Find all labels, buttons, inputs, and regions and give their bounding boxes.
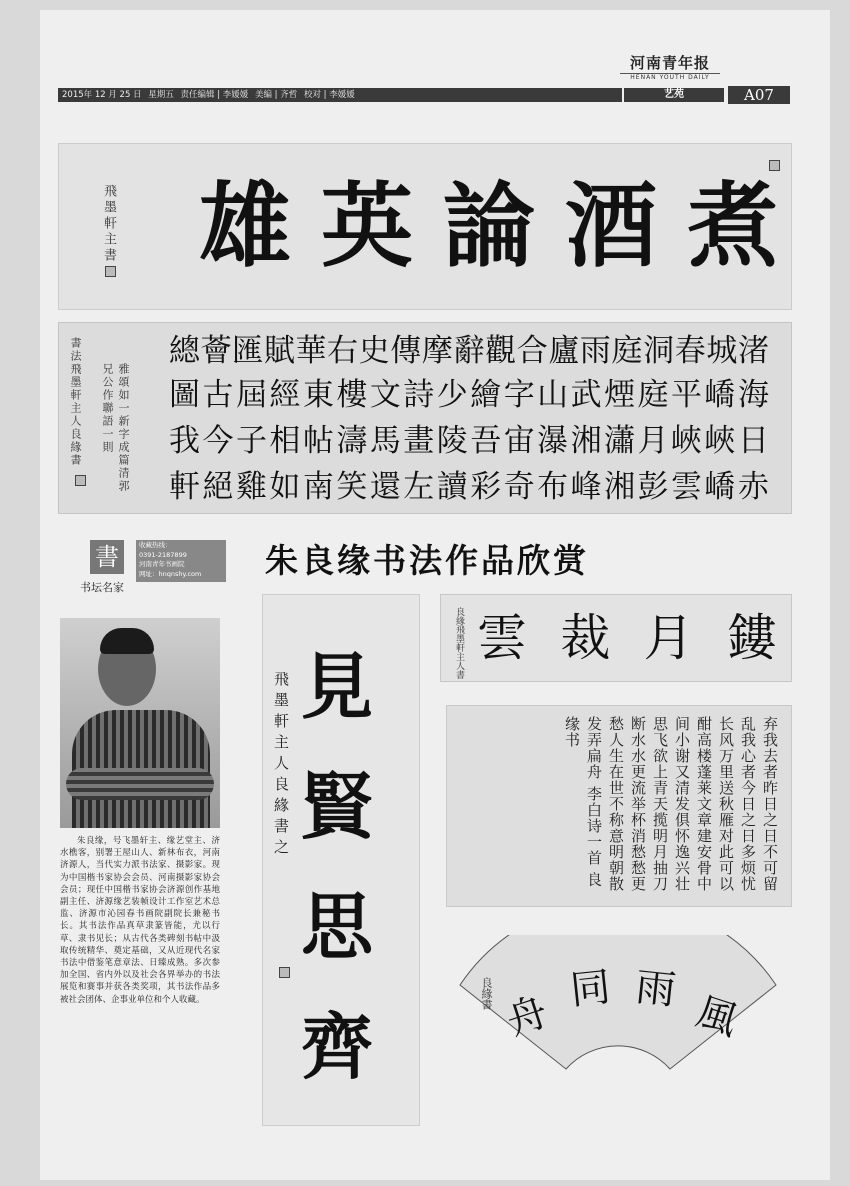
cursive-poem: 弃我去者昨日之日不可留乱我心者今日之日多烦忧长风万里送秋雁对此可以酣高楼蓬莱文章建安骨中间小谢又清发俱怀逸兴壮思飞欲上青天揽明月抽刀断水水更流举杯消愁愁更愁人生在世不称意明朝散发弄扁舟 李白诗一首 良缘书 <box>563 716 779 892</box>
clerical-char: 左 <box>403 469 435 505</box>
seal-script-work <box>440 594 792 682</box>
masthead <box>620 52 720 81</box>
vertical-scroll-text <box>301 631 373 1103</box>
clerical-char: 合 <box>516 333 548 369</box>
scroll-char: 雨 <box>633 964 678 1014</box>
cursive-work <box>446 705 792 907</box>
clerical-char: 彩 <box>470 469 502 505</box>
clerical-row <box>169 331 769 371</box>
clerical-row <box>169 375 769 415</box>
contact-org: 河南青年书画院 <box>139 560 185 568</box>
clerical-char: 字 <box>503 377 535 413</box>
clerical-char: 赤 <box>737 469 769 505</box>
scroll-char: 酒 <box>564 172 657 280</box>
scroll-char: 思 <box>301 884 374 969</box>
clerical-char: 宙 <box>503 423 535 459</box>
seal-stamp <box>279 967 290 978</box>
clerical-char: 瀑 <box>537 423 569 459</box>
seal-script-text <box>477 601 777 675</box>
scroll-char: 月 <box>643 609 694 667</box>
clerical-char: 圖 <box>169 377 200 413</box>
clerical-char: 笑 <box>336 469 368 505</box>
fan-inscription: 良緣書 <box>480 977 493 1010</box>
seal-stamp <box>105 266 116 277</box>
scroll-char: 論 <box>442 172 535 280</box>
clerical-inscription: 雅頌如一新字成篇清郭兄公作聯語一則 <box>101 363 130 493</box>
scroll-char: 英 <box>320 172 413 280</box>
clerical-char: 辭 <box>453 333 485 369</box>
clerical-char: 我 <box>169 423 200 459</box>
clerical-char: 薈 <box>200 333 232 369</box>
horizontal-scroll-inscription: 飛墨軒主書 <box>101 184 116 264</box>
photo-arms <box>66 768 214 800</box>
scroll-char: 同 <box>568 964 613 1014</box>
clerical-char: 山 <box>537 377 569 413</box>
clerical-script-work <box>58 322 792 514</box>
clerical-char: 詩 <box>403 377 435 413</box>
clerical-char: 庭 <box>611 333 643 369</box>
clerical-char: 湘 <box>604 469 636 505</box>
clerical-char: 畫 <box>403 423 435 459</box>
clerical-char: 城 <box>706 333 738 369</box>
author-photo <box>60 618 220 828</box>
feature-title: 朱良缘书法作品欣赏 <box>265 541 589 580</box>
clerical-char: 峽 <box>704 423 736 459</box>
clerical-char: 渚 <box>737 333 769 369</box>
clerical-char: 平 <box>671 377 703 413</box>
clerical-char: 嶠 <box>704 469 736 505</box>
info-bar <box>58 88 622 102</box>
contact-label: 收藏热线： <box>139 541 172 549</box>
clerical-row <box>169 421 769 461</box>
clerical-inscription: 書法飛墨軒主人良緣書 <box>69 337 82 467</box>
masthead-name-en: HENAN YOUTH DAILY <box>620 73 720 81</box>
clerical-char: 嶠 <box>704 377 736 413</box>
column-logo: 書 <box>90 540 124 574</box>
clerical-char: 讀 <box>436 469 468 505</box>
clerical-char: 經 <box>269 377 301 413</box>
contact-phone: 0391-2187899 <box>139 550 187 559</box>
scroll-char: 鏤 <box>726 609 777 667</box>
clerical-char: 彭 <box>637 469 669 505</box>
clerical-char: 古 <box>202 377 234 413</box>
seal-stamp <box>769 160 780 171</box>
horizontal-scroll-text <box>199 156 779 296</box>
clerical-char: 觀 <box>485 333 517 369</box>
clerical-char: 庭 <box>637 377 669 413</box>
clerical-char: 月 <box>637 423 669 459</box>
clerical-char: 武 <box>570 377 602 413</box>
scroll-char: 雲 <box>477 609 527 667</box>
clerical-char: 軒 <box>169 469 200 505</box>
clerical-char: 瀟 <box>604 423 636 459</box>
editor-credit: 责任编辑 | 李媛媛 <box>180 90 249 100</box>
clerical-char: 南 <box>302 469 334 505</box>
seal-stamp <box>75 475 86 486</box>
clerical-char: 春 <box>674 333 706 369</box>
clerical-char: 峰 <box>570 469 602 505</box>
clerical-char: 湘 <box>570 423 602 459</box>
clerical-char: 奇 <box>503 469 535 505</box>
clerical-char: 繪 <box>470 377 502 413</box>
column-logo-caption: 书坛名家 <box>80 581 124 594</box>
proofreader-credit: 校对 | 李媛媛 <box>303 90 355 100</box>
scroll-char: 煮 <box>686 172 779 280</box>
clerical-char: 今 <box>202 423 234 459</box>
clerical-char: 洞 <box>643 333 675 369</box>
clerical-char: 東 <box>302 377 334 413</box>
clerical-char: 少 <box>436 377 468 413</box>
clerical-char: 煙 <box>604 377 636 413</box>
clerical-char: 雨 <box>579 333 611 369</box>
clerical-char: 吾 <box>470 423 502 459</box>
fan-work <box>458 935 778 1070</box>
clerical-char: 陵 <box>436 423 468 459</box>
vertical-scroll <box>262 594 420 1126</box>
scroll-char: 舟 <box>500 988 554 1045</box>
vertical-scroll-inscription: 飛墨軒主人良緣書之 <box>272 671 290 860</box>
clerical-char: 雲 <box>671 469 703 505</box>
clerical-char: 匯 <box>232 333 264 369</box>
masthead-name: 河南青年报 <box>629 54 710 72</box>
art-editor-credit: 美编 | 齐哲 <box>254 90 298 100</box>
issue-date: 2015年 12 月 25 日 <box>62 90 142 100</box>
clerical-char: 雞 <box>235 469 267 505</box>
section-name: 艺苑 <box>624 88 724 102</box>
clerical-char: 總 <box>169 333 200 369</box>
photo-hair <box>100 628 154 654</box>
clerical-char: 馬 <box>369 423 401 459</box>
clerical-char: 濤 <box>336 423 368 459</box>
clerical-char: 屆 <box>235 377 267 413</box>
clerical-char: 文 <box>369 377 401 413</box>
clerical-char: 峽 <box>671 423 703 459</box>
scroll-char: 雄 <box>199 172 292 280</box>
clerical-char: 華 <box>295 333 327 369</box>
clerical-char: 子 <box>235 423 267 459</box>
clerical-char: 樓 <box>336 377 368 413</box>
scroll-char: 風 <box>690 988 744 1045</box>
clerical-char: 右 <box>327 333 359 369</box>
seal-script-inscription: 良緣飛墨軒主人書 <box>454 607 464 679</box>
clerical-char: 摩 <box>421 333 453 369</box>
issue-weekday: 星期五 <box>148 90 174 100</box>
clerical-char: 海 <box>737 377 769 413</box>
clerical-char: 傳 <box>390 333 422 369</box>
author-bio: 朱良缘，号飞墨轩主、缘艺堂主、济水樵客，别署王屋山人、新林布衣，河南济源人，当代实力派书法家、摄影家。现为中国楷书家协会会员、河南摄影家协会会员；现任中国楷书家协会济源创作基地副主任、济源缘艺装帧设计工作室艺术总监、济源市沁园春书画院副院长兼秘书长。其书法作品真草隶篆皆能，尤以行草、隶书见长；从古代各类碑刻书帖中汲取传统精华、奠定基础，又从近现代名家书法中借鉴笔意章法、日臻成熟。多次参加全国、省内外以及社会各界举办的书法展览和赛事并获各类奖项，其书法作品多被社会团体、企事业单位和个人收藏。 <box>60 836 220 1005</box>
clerical-char: 布 <box>537 469 569 505</box>
contact-site: 网址：hnqnshy.com <box>139 569 202 578</box>
clerical-char: 相 <box>269 423 301 459</box>
scroll-char: 裁 <box>560 609 611 667</box>
clerical-char: 還 <box>369 469 401 505</box>
clerical-char: 賦 <box>263 333 295 369</box>
clerical-char: 日 <box>737 423 769 459</box>
scroll-char: 賢 <box>301 764 374 849</box>
clerical-char: 史 <box>358 333 390 369</box>
scroll-char: 見 <box>301 644 374 729</box>
clerical-char: 帖 <box>302 423 334 459</box>
scroll-char: 齊 <box>301 1004 374 1089</box>
horizontal-scroll <box>58 143 792 310</box>
clerical-char: 絕 <box>202 469 234 505</box>
clerical-char: 廬 <box>548 333 580 369</box>
fan-text <box>458 935 778 1070</box>
clerical-char: 如 <box>269 469 301 505</box>
clerical-row <box>169 467 769 507</box>
contact-box <box>136 540 226 582</box>
page-number: A07 <box>728 86 790 104</box>
